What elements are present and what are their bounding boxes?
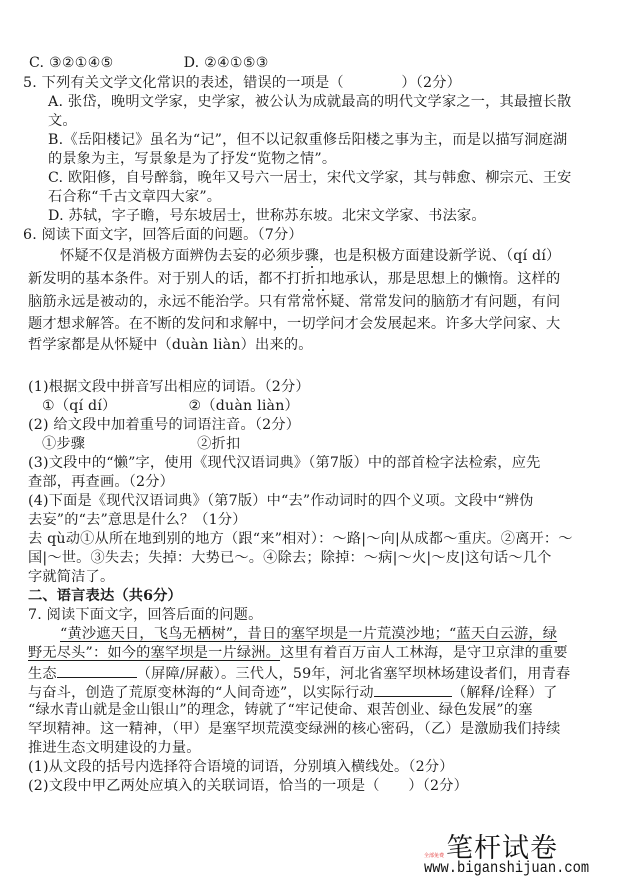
q6-sub4-line1: (4)下面是《现代汉语词典》（第7版）中“去”作动词时的四个义项。文段中“辨伪 bbox=[28, 493, 534, 509]
q6-sub2: (2) 给文段中加着重号的词语注音。（2分） bbox=[28, 417, 301, 433]
q5-option-b-line2: 的景象为主，写景象是为了抒发“览物之情”。 bbox=[48, 151, 337, 167]
q7-passage-line1 bbox=[60, 625, 557, 643]
fill-blank-1[interactable] bbox=[57, 663, 137, 678]
q5-option-a-line2: 文。 bbox=[48, 113, 77, 129]
q5-option-a-line1: A. 张岱，晚明文学家，史学家，被公认为成就最高的明代文学家之一，其最擅长散 bbox=[48, 94, 572, 110]
q5-option-c-line2: 石合称“千古文章四大家”。 bbox=[48, 189, 222, 205]
watermark-title: 笔杆试卷 bbox=[446, 833, 558, 864]
q7-stem: 7. 阅读下面文字，回答后面的问题。 bbox=[28, 607, 263, 623]
q6-passage-line2: 新发明的基本条件。对于别人的话，都不打折扣地承认，那是思想上的懒惰。这样的 bbox=[28, 271, 561, 287]
q6-sub3-line1: (3)文段中的“懒”字，使用《现代汉语词典》（第7版）中的部首检字法检索，应先 bbox=[28, 455, 541, 471]
q6-sub2-a: ①步骤 bbox=[42, 436, 86, 452]
q5-option-c-line1: C. 欧阳修，自号醉翁，晚年又号六一居士，宋代文学家，其与韩愈、柳宗元、王安 bbox=[48, 170, 572, 186]
q6-sub1-a: ①（qí dí） bbox=[42, 398, 117, 414]
watermark-tag: 全部免费 bbox=[424, 853, 445, 859]
fill-blank-2[interactable] bbox=[374, 682, 452, 697]
q6-passage-line1: 怀疑不仅是消极方面辨伪去妄的必须步骤，也是积极方面建设新学说、（qí dí） bbox=[60, 248, 561, 264]
underlined-text: 野无尽头”：如今的塞罕坝是一片绿洲。 bbox=[28, 645, 281, 661]
q7-passage-line5: “绿水青山就是金山银山”的理念，铸就了“牢记使命、艰苦创业、绿色发展”的塞 bbox=[28, 702, 533, 718]
q6-passage-line3: 脑筋永远是被动的，永远不能治学。只有常常怀疑、常常发问的脑筋才有问题，有问 bbox=[28, 294, 561, 310]
q6-sub1-b: ②（duàn liàn） bbox=[188, 398, 299, 414]
dictionary-entry-line3: 字就简洁了。 bbox=[28, 569, 115, 585]
emphasis-char: 折 bbox=[301, 271, 316, 287]
q7-sub2: (2)文段中甲乙两处应填入的关联词语，恰当的一项是（ ）（2分） bbox=[28, 778, 469, 794]
q6-sub1: (1)根据文段中拼音写出相应的词语。（2分） bbox=[28, 379, 310, 395]
q6-sub2-b: ②折扣 bbox=[197, 436, 241, 452]
emphasis-char: 骤 bbox=[304, 248, 319, 264]
q6-sub3-line2: 查部，再查画。（2分） bbox=[28, 474, 175, 490]
q7-passage-line3: 生态 （屏障/屏蔽）。三代人，59年，河北省塞罕坝林场建设者们，用青春 bbox=[28, 663, 570, 683]
q4-option-d: D. ②④①⑤③ bbox=[183, 55, 269, 71]
watermark-url: www.biganshijuan.com bbox=[424, 859, 590, 877]
q5-option-d-line1: D. 苏轼，字子瞻，号东坡居士，世称苏东坡。北宋文学家、书法家。 bbox=[48, 208, 486, 224]
q7-passage-line7: 推进生态文明建设的力量。 bbox=[28, 740, 201, 756]
dictionary-entry-line2: 国|～世。③失去；失掉：大势已～。④除去；除掉：～病|～火|～皮|这句话～几个 bbox=[28, 550, 552, 566]
q6-sub4-line2: 去妄”的“去”意思是什么？（1分） bbox=[28, 512, 247, 528]
section-heading: 二、语言表达（共6分） bbox=[28, 588, 182, 604]
underlined-text: “黄沙遮天日，飞鸟无栖树”，昔日的塞罕坝是一片荒漠沙地；“蓝天白云游，绿 bbox=[60, 626, 558, 642]
q6-sub1-answers bbox=[42, 397, 299, 415]
q6-stem: 6. 阅读下面文字，回答后面的问题。（7分） bbox=[23, 227, 303, 243]
dictionary-entry-line1: 去 qù动①从所在地到别的地方（跟“来”相对）：～路|～向|从成都～重庆。②离开：～ bbox=[28, 531, 573, 547]
q7-passage-line2: 野无尽头”：如今的塞罕坝是一片绿洲。这里有着百万亩人工林海，是守卫京津的重要 bbox=[28, 645, 568, 661]
q6-sub2-answers bbox=[42, 435, 240, 453]
q6-passage-line4: 题才想求解答。在不断的发问和求解中，一切学问才会发展起来。许多大学问家、大 bbox=[28, 316, 561, 332]
q5-stem: 5. 下列有关文学文化常识的表述，错误的一项是（ ）（2分） bbox=[23, 75, 462, 91]
q4-option-c: C. ③②①④⑤ bbox=[29, 55, 114, 71]
emphasis-char: 扣 bbox=[315, 271, 331, 287]
q6-passage-line5: 哲学家都是从怀疑中（duàn liàn）出来的。 bbox=[28, 337, 313, 353]
q5-option-b-line1: B.《岳阳楼记》虽名为“记”，但不以记叙重修岳阳楼之事为主，而是以描写洞庭湖 bbox=[48, 132, 568, 148]
q7-passage-line4: 与奋斗，创造了荒原变林海的“人间奇迹”，以实际行动 （解释/诠释）了 bbox=[28, 682, 558, 702]
q4-options bbox=[29, 54, 269, 72]
q7-passage-line6: 罕坝精神。这一精神，（甲）是塞罕坝荒漠变绿洲的核心密码，（乙）是激励我们持续 bbox=[28, 721, 561, 737]
q7-sub1: (1)从文段的括号内选择符合语境的词语，分别填入横线处。（2分） bbox=[28, 759, 454, 775]
